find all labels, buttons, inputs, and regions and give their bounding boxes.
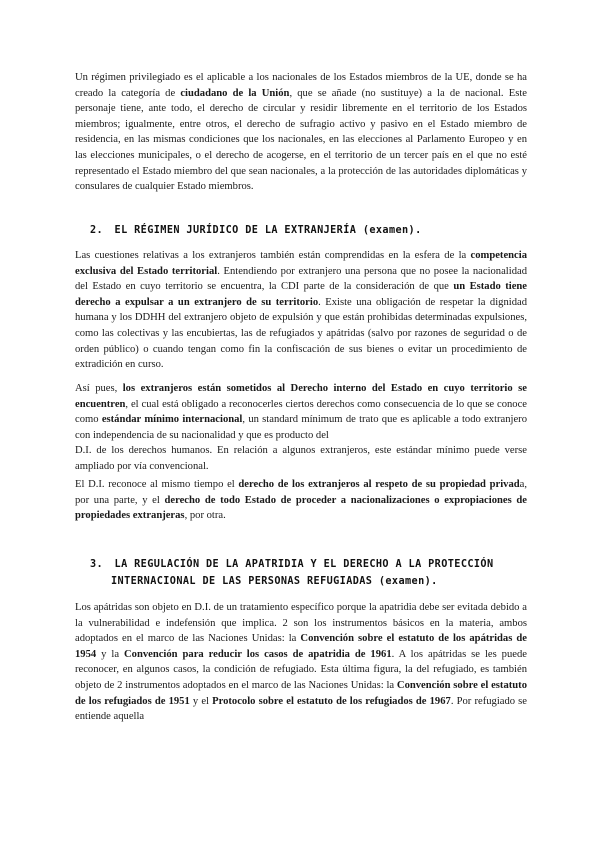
bold-term: derecho de los extranjeros al respeto de su propiedad privad <box>238 479 520 490</box>
bold-term: ciudadano de la Unión <box>180 87 290 99</box>
heading-punctuation: . <box>415 225 422 236</box>
section-heading-2 <box>90 222 422 239</box>
bold-term: Convención sobre el estatuto de los refugiados de 1951 <box>75 679 527 707</box>
section-title-line1: LA REGULACIÓN DE LA APATRIDIA Y EL DERECHO A LA PROTECCIÓN <box>114 559 494 570</box>
text-run: y el <box>189 695 213 707</box>
section-title: EL RÉGIMEN JURÍDICO DE LA EXTRANJERÍA (examen) <box>114 225 416 236</box>
section-heading-3 <box>90 556 493 590</box>
text-run: , que se añade (no sustituye) a la de nacional. Este personaje tiene, ante todo, el derecho de circular y residir libremente en el territorio de los Estados miembros; igualmente, entre otros, el derecho de sufragio activo y pasivo en el Estado miembro de residencia, en las mismas condiciones que los nacionales, en las elecciones al Parlamento Europeo y en las elecciones municipales, o el derecho de acogerse, en el territorio de un tercer país en el que no esté representado el Estado miembro del que sean nacionales, a la protección de las autoridades diplomáticas y consulares de cualquier Estado miembros. <box>75 87 527 193</box>
text-run: . Existe una obligación de respetar la dignidad humana y los DDHH del extranjero objeto de expulsión y que están prohibidas determinadas expulsiones, como las colectivas y las encubiertas, las de refugiados y apátridas (salvo por razones de seguridad o de orden público) o cuando tengan como fin la confiscación de sus bienes o evitar un procedimiento de extradición en curso. <box>75 296 527 371</box>
section-number: 2. <box>90 225 104 236</box>
bold-term: derecho de todo Estado de proceder a nacionalizaciones o expropiaciones de propiedades extranjeras <box>75 494 527 522</box>
section-number: 3. <box>90 559 104 570</box>
text-run: Así pues, <box>75 383 123 394</box>
text-run: D.I. de los derechos humanos. En relación a algunos extranjeros, este estándar mínimo puede verse ampliado por vía convencional. <box>75 445 527 472</box>
bold-term: los extranjeros están sometidos al Derecho interno del Estado en cuyo territorio se encuentren <box>75 383 527 410</box>
text-run: , el cual está obligado a reconocerles ciertos derechos como consecuencia de lo que se conoce como <box>75 398 527 426</box>
bold-term: Protocolo sobre el estatuto de los refugiados de 1967 <box>212 695 451 707</box>
paragraph-union-citizenship <box>75 70 527 195</box>
paragraph-alien-regime <box>75 248 527 373</box>
text-run: . Por refugiado se entiende aquella <box>75 695 528 723</box>
section-title-line2: INTERNACIONAL DE LAS PERSONAS REFUGIADAS (examen) <box>111 576 432 587</box>
bold-term: estándar mínimo internacional <box>101 414 243 426</box>
text-run: , por otra. <box>184 510 226 522</box>
text-run: . Entendiendo por extranjero una persona que no posee la nacionalidad del Estado en cuyo territorio se encuentra, la CDI parte de la consideración de que <box>75 265 527 293</box>
text-run: , un standard mínimum de trato que es aplicable a todo extranjero con independencia de su nacionalidad y que es producto del <box>75 414 528 441</box>
text-run: . A los apátridas se les puede reconocer, en algunos casos, la condición de refugiado. Esta última figura, la del refugiado, es también objeto de 2 instrumentos adoptados en el marco de las Naciones Unidas: la <box>75 648 527 691</box>
text-run: El D.I. reconoce al mismo tiempo el <box>75 479 239 490</box>
paragraph-stateless-refugees <box>75 600 527 725</box>
paragraph-minimum-standard <box>75 381 527 475</box>
heading-punctuation: . <box>431 576 438 587</box>
paragraph-property-rights <box>75 477 527 524</box>
bold-term: Convención sobre el estatuto de los apátridas de 1954 <box>75 633 528 660</box>
text-run: Los apátridas son objeto en D.I. de un tratamiento específico porque la apatridia debe ser evitada debido a la vulnerabilidad e indefensión que implica. 2 son los instrumentos básicos en la materia, ambos adoptados en el marco de las Naciones Unidas: la <box>75 602 527 645</box>
text-run: y la <box>96 648 124 660</box>
text-run: Las cuestiones relativas a los extranjeros también están comprendidas en la esfera de la <box>75 250 471 261</box>
text-run: a, por una parte, y el <box>75 479 527 506</box>
bold-term: Convención para reducir los casos de apatridia de 1961 <box>124 648 392 660</box>
bold-term: competencia exclusiva del Estado territorial <box>75 250 527 277</box>
bold-term: un Estado tiene derecho a expulsar a un extranjero de su territorio <box>75 281 527 308</box>
text-run: Un régimen privilegiado es el aplicable a los nacionales de los Estados miembros de la UE, donde se ha creado la categoría de <box>75 72 527 99</box>
